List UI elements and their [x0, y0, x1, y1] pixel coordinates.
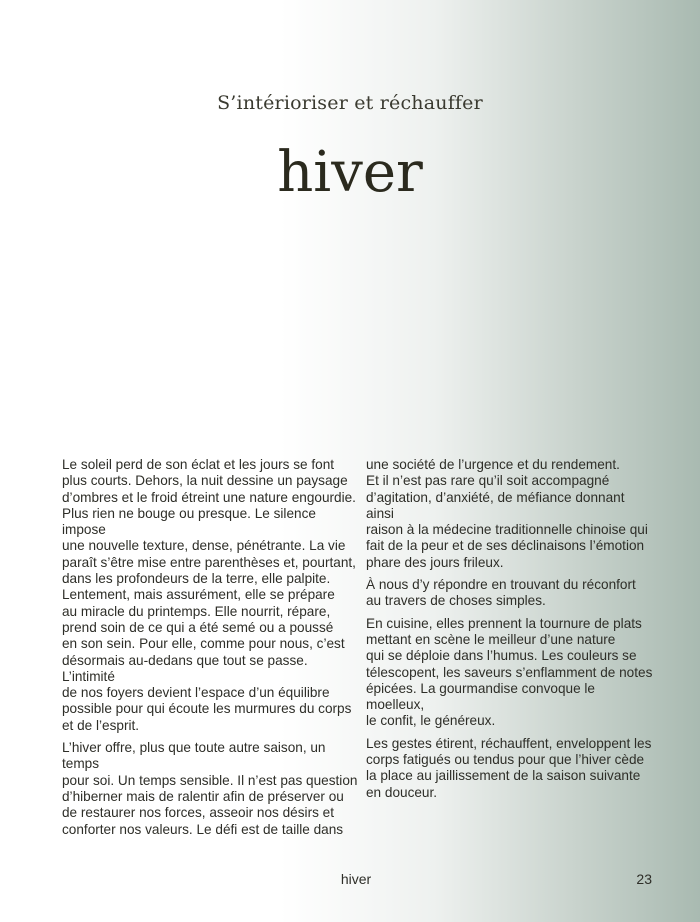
page-subtitle: S’intérioriser et réchauffer	[217, 92, 483, 114]
page-number: 23	[636, 871, 652, 887]
text-column-left	[62, 457, 362, 844]
text-column-right	[366, 457, 656, 807]
paragraph: L’hiver offre, plus que toute autre saison, un temps pour soi. Un temps sensible. Il n’est pas question d’hiberner mais de ralentir afin de préserver ou de restaurer nos forces, asseoir nos désirs et conforter nos valeurs. Le défi est de taille dans	[62, 740, 358, 837]
page-title: hiver	[277, 140, 423, 205]
running-footer-label: hiver	[340, 871, 372, 887]
paragraph: En cuisine, elles prennent la tournure de plats mettant en scène le meilleur d’une nature qui se déploie dans l’humus. Les couleurs se télescopent, les saveurs s’enflamment de notes épicées. La gourmandise convoque le moelleux, le confit, le généreux.	[366, 615, 653, 729]
paragraph: une société de l’urgence et du rendement. Et il n’est pas rare qu’il soit accompagné d’agitation, d’anxiété, de méfiance donnant ainsi raison à la médecine traditionnelle chinoise qui fait de la peur et de ses déclinaisons l’émotion phare des jours frileux.	[366, 457, 648, 570]
paragraph: À nous d’y répondre en trouvant du réconfort au travers de choses simples.	[366, 577, 636, 609]
paragraph: Les gestes étirent, réchauffent, enveloppent les corps fatigués ou tendus pour que l’hiver cède la place au jaillissement de la saison suivante en douceur.	[366, 735, 652, 800]
paragraph: Le soleil perd de son éclat et les jours se font plus courts. Dehors, la nuit dessine un paysage d’ombres et le froid étreint une nature engourdie. Plus rien ne bouge ou presque. Le silence impose une nouvelle texture, dense, pénétrante. La vie paraît s’être mise entre parenthèses et, pourtant, dans les profondeurs de la terre, elle palpite. Lentement, mais assurément, elle se prépare au miracle du printemps. Elle nourrit, répare, prend soin de ce qui a été semé ou a poussé en son sein. Pour elle, comme pour nous, c’est désormais au-dedans que tout se passe. L’intimité de nos foyers devient l’espace d’un équilibre possible pour qui écoute les murmures du corps et de l’esprit.	[62, 457, 356, 733]
